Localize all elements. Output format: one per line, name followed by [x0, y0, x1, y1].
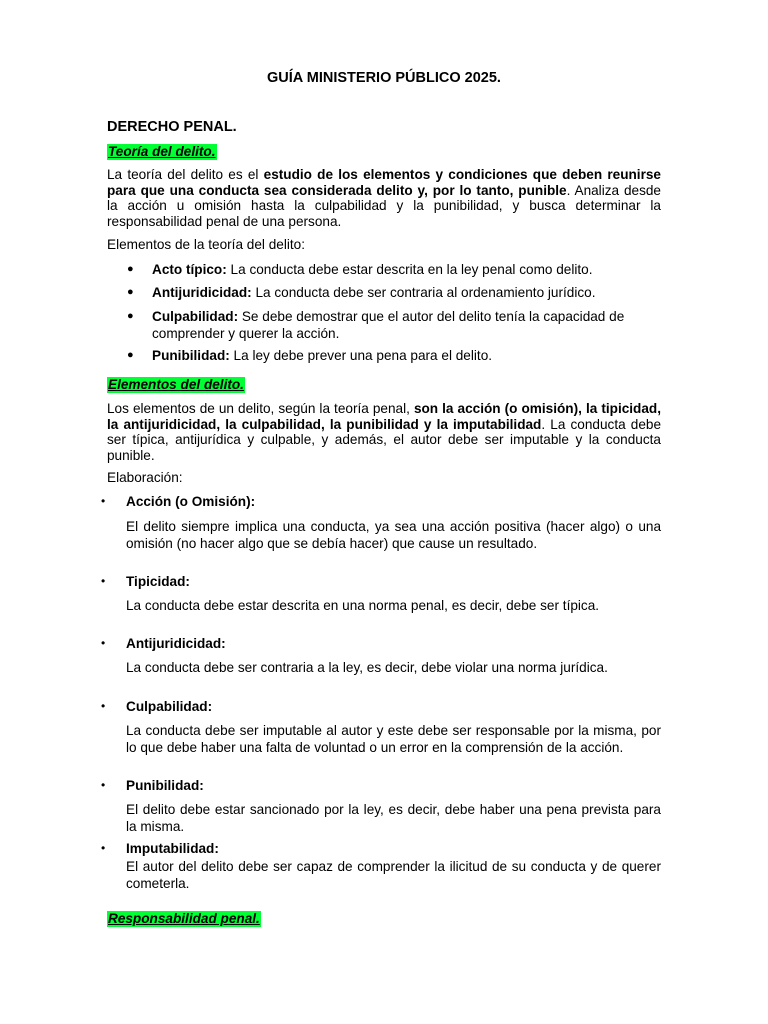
teoria-elements-list: [127, 262, 661, 371]
item-term: Antijuridicidad:: [152, 285, 252, 300]
item-text: La conducta debe estar descrita en la ley penal como delito.: [226, 262, 593, 277]
item-text: El delito siempre implica una conducta, ya sea una acción positiva (hacer algo) o una omisión (no hacer algo que se debía hacer) que cause un resultado.: [126, 519, 661, 551]
item-text: La conducta debe estar descrita en una norma penal, es decir, debe ser típica.: [126, 598, 600, 613]
item-term: Punibilidad:: [152, 348, 230, 363]
item-term: Punibilidad:: [126, 778, 204, 793]
elementos-paragraph: [107, 401, 661, 463]
teoria-text-2: . Analiza desde la acción u omisión hasta la culpabilidad y la punibilidad, y busca determinar la responsabilidad penal de una persona.: [107, 182, 661, 229]
list-item: [127, 262, 661, 285]
heading-teoria-del-delito: Teoría del delito.: [108, 144, 216, 159]
document-title: GUÍA MINISTERIO PÚBLICO 2025.: [267, 70, 501, 86]
teoria-text-1: La teoría del delito es el: [107, 167, 264, 182]
bullet-icon: ●: [127, 310, 134, 322]
item-term: Culpabilidad:: [126, 699, 213, 714]
section-heading: DERECHO PENAL.: [107, 119, 237, 135]
teoria-paragraph: [107, 167, 661, 229]
item-term: Imputabilidad:: [126, 841, 219, 856]
heading-responsabilidad-penal: Responsabilidad penal.: [108, 911, 260, 926]
item-term: Culpabilidad:: [152, 309, 239, 324]
bullet-icon: •: [101, 636, 106, 650]
bullet-icon: ●: [127, 349, 134, 361]
elaboracion-intro: Elaboración:: [107, 470, 183, 485]
bullet-icon: ●: [127, 263, 134, 275]
bullet-icon: •: [101, 494, 106, 508]
item-text: La conducta debe ser contraria al ordenamiento jurídico.: [251, 285, 596, 300]
item-text: Se debe demostrar que el autor del delito tenía la capacidad de comprender y querer la acción.: [152, 309, 625, 341]
bullet-icon: •: [101, 699, 106, 713]
elementos-text-bold: son la acción (o omisión), la tipicidad, la antijuridicidad, la culpabilidad, la punibilidad y la imputabilidad: [107, 401, 661, 432]
list-item: [127, 308, 661, 348]
elementos-text-1: Los elementos de un delito, según la teoría penal,: [107, 401, 414, 416]
bullet-icon: ●: [127, 286, 134, 298]
bullet-icon: •: [101, 841, 106, 855]
teoria-text-bold: estudio de los elementos y condiciones que deben reunirse para que una conducta sea considerada delito y, por lo tanto, punible: [107, 167, 661, 198]
bullet-icon: •: [101, 574, 106, 588]
item-term: Acción (o Omisión):: [126, 494, 256, 509]
teoria-elements-intro: Elementos de la teoría del delito:: [107, 237, 305, 252]
item-term: Acto típico:: [152, 262, 227, 277]
item-text: La conducta debe ser imputable al autor y este debe ser responsable por la misma, por lo que debe haber una falta de voluntad o un error en la comprensión de la acción.: [126, 723, 661, 755]
heading-elementos-del-delito: Elementos del delito.: [108, 377, 244, 392]
item-term: Antijuridicidad:: [126, 636, 226, 651]
item-text: El delito debe estar sancionado por la ley, es decir, debe haber una pena prevista para la misma.: [126, 802, 661, 834]
elementos-text-2: . La conducta debe ser típica, antijurídica y culpable, y además, el autor debe ser imputable y la conducta punible.: [107, 416, 662, 463]
bullet-icon: •: [101, 778, 106, 792]
list-item: [127, 348, 661, 371]
item-text: La ley debe prever una pena para el delito.: [229, 348, 493, 363]
item-term: Tipicidad:: [126, 574, 190, 589]
item-text: La conducta debe ser contraria a la ley, es decir, debe violar una norma jurídica.: [126, 660, 608, 675]
item-text: El autor del delito debe ser capaz de comprender la ilicitud de su conducta y de querer cometerla.: [126, 859, 661, 891]
list-item: [127, 285, 661, 308]
